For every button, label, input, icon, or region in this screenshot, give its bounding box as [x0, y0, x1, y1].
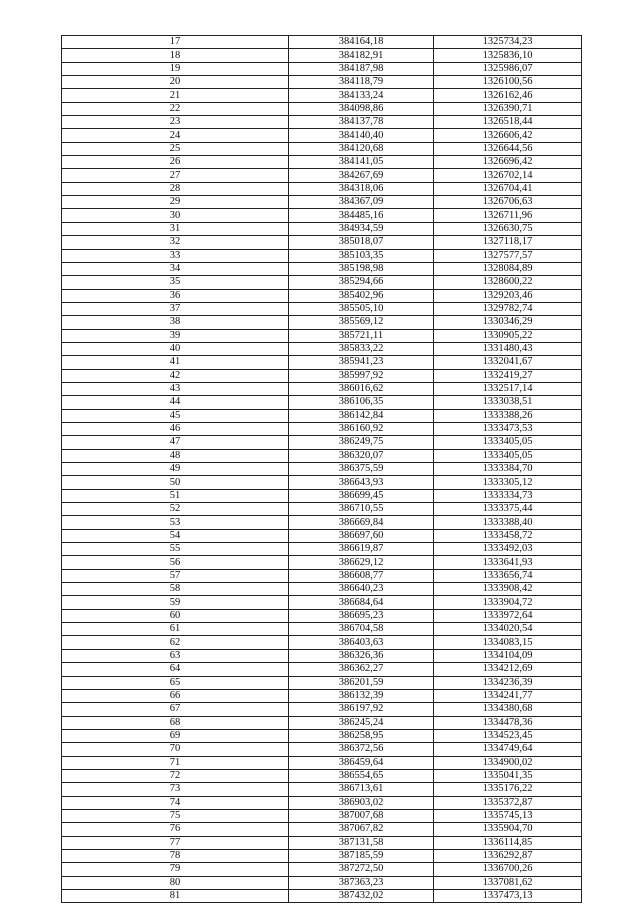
y-coordinate-cell: 1335904,70 — [434, 823, 582, 836]
x-coordinate-cell: 384141,05 — [289, 156, 434, 169]
point-number-cell: 30 — [62, 209, 289, 222]
x-coordinate-cell: 384137,78 — [289, 116, 434, 129]
x-coordinate-cell: 387432,02 — [289, 890, 434, 903]
table-row — [62, 222, 582, 235]
x-coordinate-cell: 386372,56 — [289, 743, 434, 756]
table-row — [62, 49, 582, 62]
table-row — [62, 463, 582, 476]
point-number-cell: 44 — [62, 396, 289, 409]
y-coordinate-cell: 1326644,56 — [434, 142, 582, 155]
table-row — [62, 689, 582, 702]
point-number-cell: 43 — [62, 382, 289, 395]
x-coordinate-cell: 386459,64 — [289, 756, 434, 769]
point-number-cell: 65 — [62, 676, 289, 689]
point-number-cell: 33 — [62, 249, 289, 262]
y-coordinate-cell: 1326100,56 — [434, 76, 582, 89]
table-row — [62, 89, 582, 102]
table-row — [62, 609, 582, 622]
y-coordinate-cell: 1334104,09 — [434, 649, 582, 662]
x-coordinate-cell: 387007,68 — [289, 809, 434, 822]
x-coordinate-cell: 386201,59 — [289, 676, 434, 689]
x-coordinate-cell: 386697,60 — [289, 529, 434, 542]
y-coordinate-cell: 1326696,42 — [434, 156, 582, 169]
table-row — [62, 556, 582, 569]
table-row — [62, 76, 582, 89]
point-number-cell: 25 — [62, 142, 289, 155]
y-coordinate-cell: 1333375,44 — [434, 503, 582, 516]
x-coordinate-cell: 385402,96 — [289, 289, 434, 302]
table-row — [62, 503, 582, 516]
table-row — [62, 129, 582, 142]
table-row — [62, 36, 582, 49]
table-row — [62, 329, 582, 342]
table-row — [62, 796, 582, 809]
table-row — [62, 769, 582, 782]
x-coordinate-cell: 386249,75 — [289, 436, 434, 449]
y-coordinate-cell: 1334900,02 — [434, 756, 582, 769]
x-coordinate-cell: 386684,64 — [289, 596, 434, 609]
table-row — [62, 783, 582, 796]
y-coordinate-cell: 1331480,43 — [434, 342, 582, 355]
point-number-cell: 40 — [62, 342, 289, 355]
point-number-cell: 29 — [62, 196, 289, 209]
y-coordinate-cell: 1333972,64 — [434, 609, 582, 622]
table-row — [62, 823, 582, 836]
y-coordinate-cell: 1332517,14 — [434, 382, 582, 395]
y-coordinate-cell: 1325734,23 — [434, 36, 582, 49]
point-number-cell: 70 — [62, 743, 289, 756]
table-row — [62, 649, 582, 662]
y-coordinate-cell: 1325836,10 — [434, 49, 582, 62]
table-row — [62, 876, 582, 889]
x-coordinate-cell: 386699,45 — [289, 489, 434, 502]
y-coordinate-cell: 1333908,42 — [434, 583, 582, 596]
y-coordinate-cell: 1333473,53 — [434, 422, 582, 435]
y-coordinate-cell: 1335041,35 — [434, 769, 582, 782]
y-coordinate-cell: 1333038,51 — [434, 396, 582, 409]
x-coordinate-cell: 385018,07 — [289, 236, 434, 249]
point-number-cell: 55 — [62, 543, 289, 556]
table-row — [62, 316, 582, 329]
point-number-cell: 53 — [62, 516, 289, 529]
x-coordinate-cell: 386704,58 — [289, 623, 434, 636]
point-number-cell: 19 — [62, 62, 289, 75]
point-number-cell: 80 — [62, 876, 289, 889]
point-number-cell: 34 — [62, 262, 289, 275]
point-number-cell: 21 — [62, 89, 289, 102]
x-coordinate-cell: 386640,23 — [289, 583, 434, 596]
point-number-cell: 51 — [62, 489, 289, 502]
point-number-cell: 32 — [62, 236, 289, 249]
point-number-cell: 38 — [62, 316, 289, 329]
point-number-cell: 77 — [62, 836, 289, 849]
point-number-cell: 42 — [62, 369, 289, 382]
point-number-cell: 35 — [62, 276, 289, 289]
x-coordinate-cell: 385941,23 — [289, 356, 434, 369]
table-row — [62, 476, 582, 489]
point-number-cell: 78 — [62, 849, 289, 862]
x-coordinate-cell: 384182,91 — [289, 49, 434, 62]
y-coordinate-cell: 1326518,44 — [434, 116, 582, 129]
x-coordinate-cell: 386903,02 — [289, 796, 434, 809]
y-coordinate-cell: 1326630,75 — [434, 222, 582, 235]
table-row — [62, 356, 582, 369]
table-row — [62, 663, 582, 676]
x-coordinate-cell: 386713,61 — [289, 783, 434, 796]
table-row — [62, 449, 582, 462]
point-number-cell: 31 — [62, 222, 289, 235]
x-coordinate-cell: 387363,23 — [289, 876, 434, 889]
table-row — [62, 716, 582, 729]
y-coordinate-cell: 1333384,70 — [434, 463, 582, 476]
y-coordinate-cell: 1328600,22 — [434, 276, 582, 289]
table-row — [62, 209, 582, 222]
x-coordinate-cell: 384140,40 — [289, 129, 434, 142]
y-coordinate-cell: 1333388,26 — [434, 409, 582, 422]
y-coordinate-cell: 1333458,72 — [434, 529, 582, 542]
point-number-cell: 61 — [62, 623, 289, 636]
y-coordinate-cell: 1334020,54 — [434, 623, 582, 636]
x-coordinate-cell: 386326,36 — [289, 649, 434, 662]
x-coordinate-cell: 387131,58 — [289, 836, 434, 849]
x-coordinate-cell: 386403,63 — [289, 636, 434, 649]
x-coordinate-cell: 385505,10 — [289, 302, 434, 315]
y-coordinate-cell: 1329782,74 — [434, 302, 582, 315]
x-coordinate-cell: 386695,23 — [289, 609, 434, 622]
table-row — [62, 342, 582, 355]
y-coordinate-cell: 1327118,17 — [434, 236, 582, 249]
table-row — [62, 102, 582, 115]
y-coordinate-cell: 1333492,03 — [434, 543, 582, 556]
point-number-cell: 24 — [62, 129, 289, 142]
point-number-cell: 41 — [62, 356, 289, 369]
point-number-cell: 47 — [62, 436, 289, 449]
table-row — [62, 369, 582, 382]
table-row — [62, 809, 582, 822]
table-row — [62, 703, 582, 716]
point-number-cell: 74 — [62, 796, 289, 809]
x-coordinate-cell: 386619,87 — [289, 543, 434, 556]
x-coordinate-cell: 386016,62 — [289, 382, 434, 395]
x-coordinate-cell: 386258,95 — [289, 729, 434, 742]
table-row — [62, 836, 582, 849]
table-row — [62, 169, 582, 182]
y-coordinate-cell: 1337081,62 — [434, 876, 582, 889]
table-row — [62, 182, 582, 195]
x-coordinate-cell: 386643,93 — [289, 476, 434, 489]
point-number-cell: 18 — [62, 49, 289, 62]
y-coordinate-cell: 1333334,73 — [434, 489, 582, 502]
y-coordinate-cell: 1336114,85 — [434, 836, 582, 849]
y-coordinate-cell: 1336292,87 — [434, 849, 582, 862]
x-coordinate-cell: 385997,92 — [289, 369, 434, 382]
table-row — [62, 743, 582, 756]
point-number-cell: 63 — [62, 649, 289, 662]
y-coordinate-cell: 1334241,77 — [434, 689, 582, 702]
y-coordinate-cell: 1333405,05 — [434, 449, 582, 462]
point-number-cell: 50 — [62, 476, 289, 489]
y-coordinate-cell: 1337473,13 — [434, 890, 582, 903]
point-number-cell: 52 — [62, 503, 289, 516]
y-coordinate-cell: 1325986,07 — [434, 62, 582, 75]
y-coordinate-cell: 1334478,36 — [434, 716, 582, 729]
table-row — [62, 262, 582, 275]
point-number-cell: 39 — [62, 329, 289, 342]
x-coordinate-cell: 386197,92 — [289, 703, 434, 716]
x-coordinate-cell: 385198,98 — [289, 262, 434, 275]
x-coordinate-cell: 386142,84 — [289, 409, 434, 422]
point-number-cell: 54 — [62, 529, 289, 542]
coordinates-table — [61, 35, 582, 903]
table-row — [62, 276, 582, 289]
point-number-cell: 57 — [62, 569, 289, 582]
table-row — [62, 543, 582, 556]
y-coordinate-cell: 1333405,05 — [434, 436, 582, 449]
y-coordinate-cell: 1326702,14 — [434, 169, 582, 182]
point-number-cell: 58 — [62, 583, 289, 596]
point-number-cell: 69 — [62, 729, 289, 742]
table-row — [62, 289, 582, 302]
y-coordinate-cell: 1333641,93 — [434, 556, 582, 569]
point-number-cell: 37 — [62, 302, 289, 315]
x-coordinate-cell: 384120,68 — [289, 142, 434, 155]
x-coordinate-cell: 384118,79 — [289, 76, 434, 89]
x-coordinate-cell: 384187,98 — [289, 62, 434, 75]
x-coordinate-cell: 385569,12 — [289, 316, 434, 329]
point-number-cell: 28 — [62, 182, 289, 195]
x-coordinate-cell: 386106,35 — [289, 396, 434, 409]
table-row — [62, 756, 582, 769]
y-coordinate-cell: 1328084,89 — [434, 262, 582, 275]
table-row — [62, 116, 582, 129]
x-coordinate-cell: 386320,07 — [289, 449, 434, 462]
x-coordinate-cell: 386710,55 — [289, 503, 434, 516]
table-row — [62, 196, 582, 209]
y-coordinate-cell: 1335745,13 — [434, 809, 582, 822]
x-coordinate-cell: 386160,92 — [289, 422, 434, 435]
y-coordinate-cell: 1333656,74 — [434, 569, 582, 582]
table-row — [62, 596, 582, 609]
y-coordinate-cell: 1335176,22 — [434, 783, 582, 796]
y-coordinate-cell: 1326390,71 — [434, 102, 582, 115]
table-row — [62, 729, 582, 742]
x-coordinate-cell: 387185,59 — [289, 849, 434, 862]
x-coordinate-cell: 385103,35 — [289, 249, 434, 262]
y-coordinate-cell: 1326706,63 — [434, 196, 582, 209]
x-coordinate-cell: 384934,59 — [289, 222, 434, 235]
y-coordinate-cell: 1329203,46 — [434, 289, 582, 302]
x-coordinate-cell: 386375,59 — [289, 463, 434, 476]
y-coordinate-cell: 1326711,96 — [434, 209, 582, 222]
x-coordinate-cell: 386362,27 — [289, 663, 434, 676]
point-number-cell: 26 — [62, 156, 289, 169]
y-coordinate-cell: 1333904,72 — [434, 596, 582, 609]
x-coordinate-cell: 386669,84 — [289, 516, 434, 529]
point-number-cell: 66 — [62, 689, 289, 702]
table-row — [62, 849, 582, 862]
y-coordinate-cell: 1332041,67 — [434, 356, 582, 369]
x-coordinate-cell: 387067,82 — [289, 823, 434, 836]
y-coordinate-cell: 1334523,45 — [434, 729, 582, 742]
y-coordinate-cell: 1327577,57 — [434, 249, 582, 262]
table-row — [62, 890, 582, 903]
x-coordinate-cell: 384098,86 — [289, 102, 434, 115]
table-row — [62, 436, 582, 449]
y-coordinate-cell: 1334236,39 — [434, 676, 582, 689]
point-number-cell: 72 — [62, 769, 289, 782]
table-row — [62, 676, 582, 689]
table-row — [62, 422, 582, 435]
table-row — [62, 249, 582, 262]
point-number-cell: 73 — [62, 783, 289, 796]
point-number-cell: 71 — [62, 756, 289, 769]
point-number-cell: 36 — [62, 289, 289, 302]
table-row — [62, 636, 582, 649]
table-row — [62, 156, 582, 169]
y-coordinate-cell: 1334083,15 — [434, 636, 582, 649]
x-coordinate-cell: 384318,06 — [289, 182, 434, 195]
point-number-cell: 75 — [62, 809, 289, 822]
table-row — [62, 863, 582, 876]
x-coordinate-cell: 385721,11 — [289, 329, 434, 342]
x-coordinate-cell: 386132,39 — [289, 689, 434, 702]
point-number-cell: 76 — [62, 823, 289, 836]
point-number-cell: 49 — [62, 463, 289, 476]
y-coordinate-cell: 1333305,12 — [434, 476, 582, 489]
y-coordinate-cell: 1335372,87 — [434, 796, 582, 809]
table-row — [62, 382, 582, 395]
y-coordinate-cell: 1330905,22 — [434, 329, 582, 342]
x-coordinate-cell: 386608,77 — [289, 569, 434, 582]
x-coordinate-cell: 386629,12 — [289, 556, 434, 569]
x-coordinate-cell: 384267,69 — [289, 169, 434, 182]
x-coordinate-cell: 384133,24 — [289, 89, 434, 102]
x-coordinate-cell: 386554,65 — [289, 769, 434, 782]
point-number-cell: 60 — [62, 609, 289, 622]
x-coordinate-cell: 386245,24 — [289, 716, 434, 729]
table-row — [62, 142, 582, 155]
y-coordinate-cell: 1333388,40 — [434, 516, 582, 529]
point-number-cell: 20 — [62, 76, 289, 89]
table-row — [62, 529, 582, 542]
y-coordinate-cell: 1326162,46 — [434, 89, 582, 102]
x-coordinate-cell: 384485,16 — [289, 209, 434, 222]
coordinates-table-body — [62, 36, 582, 903]
point-number-cell: 46 — [62, 422, 289, 435]
point-number-cell: 22 — [62, 102, 289, 115]
y-coordinate-cell: 1326606,42 — [434, 129, 582, 142]
table-row — [62, 489, 582, 502]
point-number-cell: 68 — [62, 716, 289, 729]
table-row — [62, 569, 582, 582]
point-number-cell: 17 — [62, 36, 289, 49]
x-coordinate-cell: 384164,18 — [289, 36, 434, 49]
point-number-cell: 48 — [62, 449, 289, 462]
x-coordinate-cell: 385294,66 — [289, 276, 434, 289]
point-number-cell: 56 — [62, 556, 289, 569]
x-coordinate-cell: 385833,22 — [289, 342, 434, 355]
table-row — [62, 623, 582, 636]
point-number-cell: 62 — [62, 636, 289, 649]
point-number-cell: 59 — [62, 596, 289, 609]
y-coordinate-cell: 1334380,68 — [434, 703, 582, 716]
point-number-cell: 64 — [62, 663, 289, 676]
y-coordinate-cell: 1326704,41 — [434, 182, 582, 195]
table-row — [62, 302, 582, 315]
y-coordinate-cell: 1332419,27 — [434, 369, 582, 382]
table-row — [62, 409, 582, 422]
table-row — [62, 583, 582, 596]
point-number-cell: 27 — [62, 169, 289, 182]
point-number-cell: 79 — [62, 863, 289, 876]
table-row — [62, 396, 582, 409]
x-coordinate-cell: 387272,50 — [289, 863, 434, 876]
x-coordinate-cell: 384367,09 — [289, 196, 434, 209]
y-coordinate-cell: 1334749,64 — [434, 743, 582, 756]
table-row — [62, 62, 582, 75]
point-number-cell: 23 — [62, 116, 289, 129]
point-number-cell: 45 — [62, 409, 289, 422]
table-row — [62, 516, 582, 529]
y-coordinate-cell: 1336700,26 — [434, 863, 582, 876]
y-coordinate-cell: 1330346,29 — [434, 316, 582, 329]
point-number-cell: 81 — [62, 890, 289, 903]
y-coordinate-cell: 1334212,69 — [434, 663, 582, 676]
point-number-cell: 67 — [62, 703, 289, 716]
table-row — [62, 236, 582, 249]
